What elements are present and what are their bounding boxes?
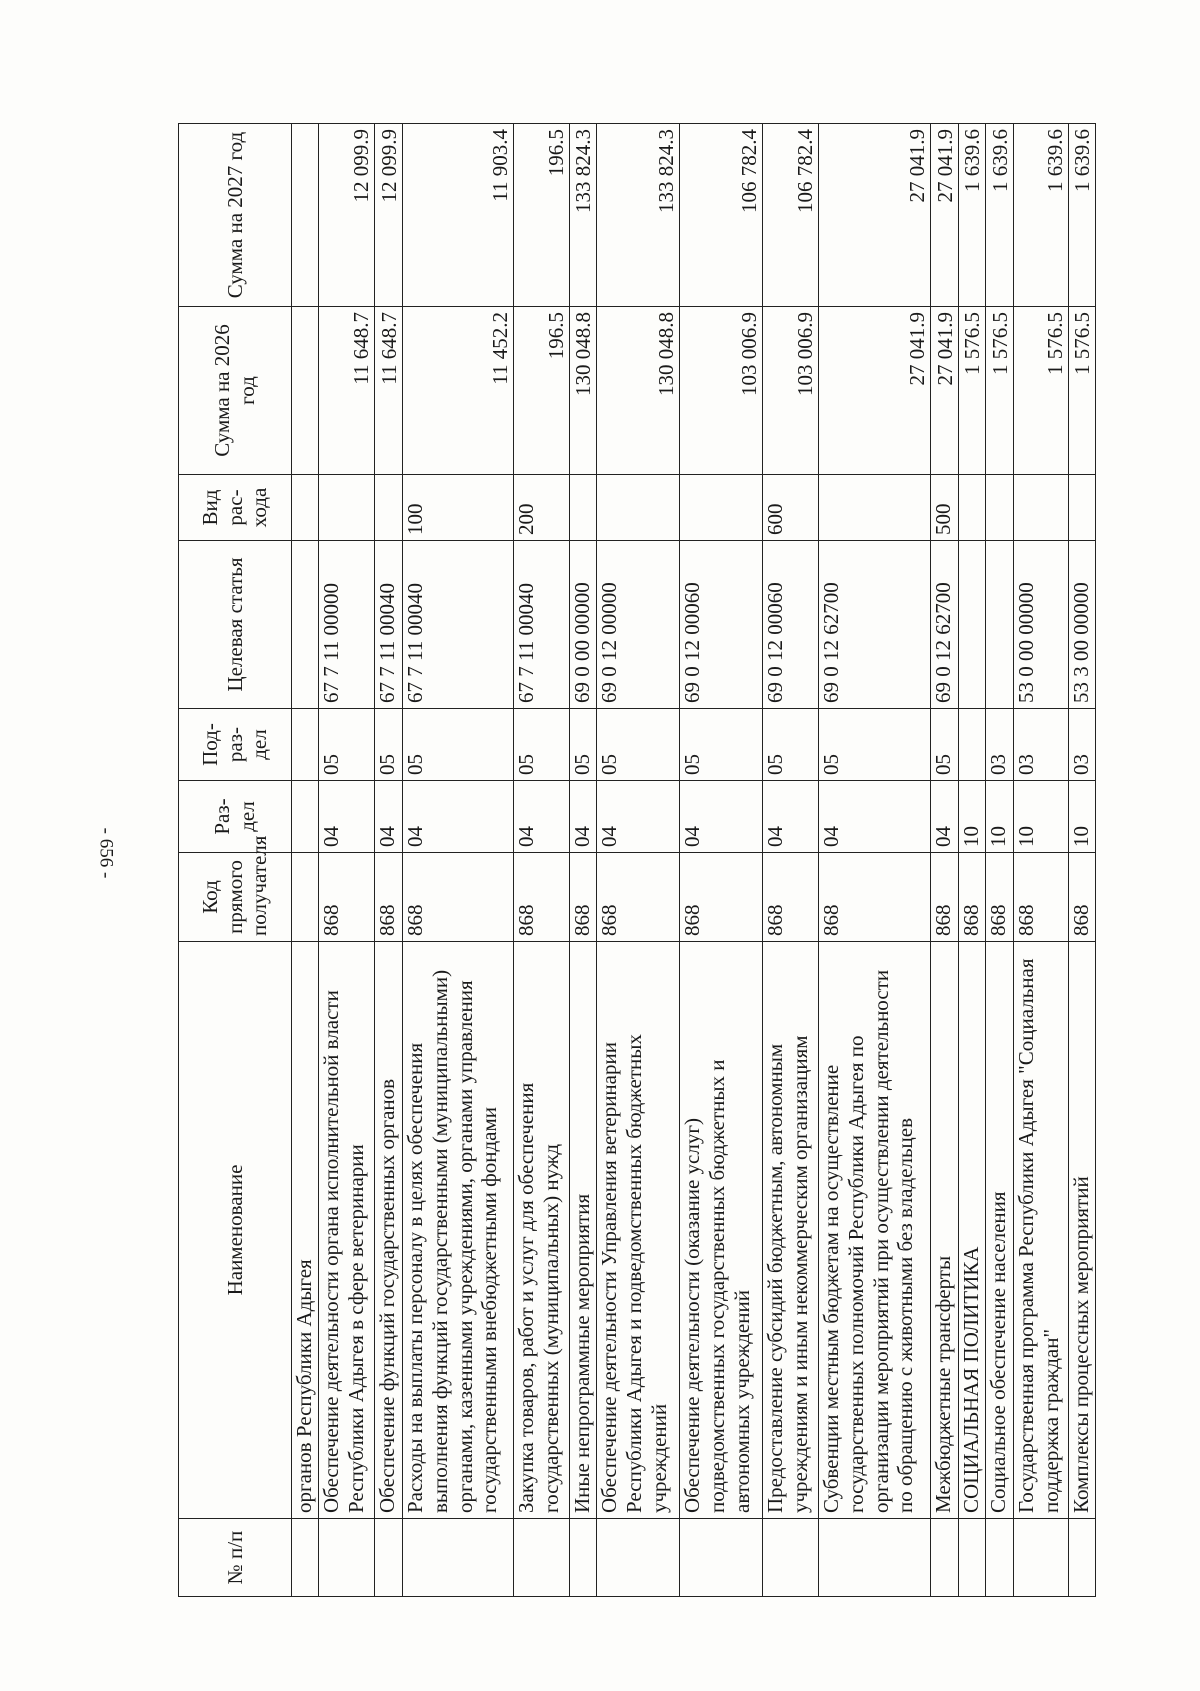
row-expense-type — [1014, 475, 1069, 541]
row-recipient-code: 868 — [763, 853, 819, 942]
row-name: Субвенции местным бюджетам на осуществление государственных полномочий Республики Адыгея по организации мероприятий при осуществлении деятельности по обращению с животными без владельцев — [819, 942, 931, 1519]
row-name: Комплексы процессных мероприятий — [1069, 942, 1096, 1519]
row-num — [597, 1519, 680, 1597]
row-sum-2027: 1 639.6 — [986, 124, 1014, 307]
row-sum-2027: 27 041.9 — [819, 124, 931, 307]
row-section: 04 — [319, 781, 375, 853]
row-target-article — [986, 541, 1014, 709]
row-sum-2027: 133 824.3 — [597, 124, 680, 307]
row-sum-2026: 103 006.9 — [680, 307, 763, 475]
row-sum-2027: 12 099.9 — [319, 124, 375, 307]
header-section: Раз-дел — [179, 781, 292, 853]
row-recipient-code: 868 — [986, 853, 1014, 942]
row-recipient-code: 868 — [597, 853, 680, 942]
row-num — [319, 1519, 375, 1597]
row-num — [1014, 1519, 1069, 1597]
row-recipient-code: 868 — [680, 853, 763, 942]
row-target-article — [959, 541, 986, 709]
row-target-article: 67 7 11 00040 — [514, 541, 570, 709]
table-row — [403, 124, 514, 1597]
row-num — [375, 1519, 403, 1597]
row-sum-2027: 11 903.4 — [403, 124, 514, 307]
budget-table — [178, 123, 1096, 1597]
row-recipient-code: 868 — [959, 853, 986, 942]
row-name: Закупка товаров, работ и услуг для обеспечения государственных (муниципальных) нужд — [514, 942, 570, 1519]
row-subsection: 05 — [319, 709, 375, 781]
header-expense-type: Вид рас-хода — [179, 475, 292, 541]
row-target-article — [292, 541, 319, 709]
row-recipient-code: 868 — [1069, 853, 1096, 942]
row-expense-type — [986, 475, 1014, 541]
row-sum-2027: 106 782.4 — [763, 124, 819, 307]
row-subsection: 05 — [570, 709, 597, 781]
row-recipient-code: 868 — [403, 853, 514, 942]
row-sum-2026 — [292, 307, 319, 475]
row-subsection — [292, 709, 319, 781]
row-sum-2027: 27 041.9 — [931, 124, 959, 307]
header-subsection: Под-раз-дел — [179, 709, 292, 781]
row-name: Обеспечение функций государственных органов — [375, 942, 403, 1519]
row-sum-2026: 1 576.5 — [986, 307, 1014, 475]
page-number: - 656 - — [95, 827, 117, 879]
row-sum-2026: 196.5 — [514, 307, 570, 475]
row-expense-type — [819, 475, 931, 541]
row-sum-2026: 130 048.8 — [570, 307, 597, 475]
row-section: 10 — [1069, 781, 1096, 853]
row-target-article: 67 7 11 00000 — [319, 541, 375, 709]
row-subsection: 03 — [1069, 709, 1096, 781]
row-section: 10 — [986, 781, 1014, 853]
row-num — [763, 1519, 819, 1597]
row-expense-type — [319, 475, 375, 541]
row-subsection: 05 — [514, 709, 570, 781]
row-name: Межбюджетные трансферты — [931, 942, 959, 1519]
row-expense-type — [1069, 475, 1096, 541]
header-sum-2026: Сумма на 2026 год — [179, 307, 292, 475]
row-sum-2026: 11 648.7 — [375, 307, 403, 475]
row-expense-type: 200 — [514, 475, 570, 541]
row-num — [680, 1519, 763, 1597]
row-num — [931, 1519, 959, 1597]
table-row — [986, 124, 1014, 1597]
table-row — [1069, 124, 1096, 1597]
row-expense-type — [570, 475, 597, 541]
row-target-article: 69 0 12 00060 — [680, 541, 763, 709]
row-expense-type — [680, 475, 763, 541]
table-row — [292, 124, 319, 1597]
table-row — [959, 124, 986, 1597]
row-name: Обеспечение деятельности Управления ветеринарии Республики Адыгея и подведомственных бюджетных учреждений — [597, 942, 680, 1519]
row-sum-2027: 1 639.6 — [1014, 124, 1069, 307]
table-row — [570, 124, 597, 1597]
row-recipient-code: 868 — [819, 853, 931, 942]
header-name: Наименование — [179, 942, 292, 1519]
row-target-article: 69 0 12 00000 — [597, 541, 680, 709]
row-recipient-code: 868 — [375, 853, 403, 942]
row-section: 04 — [819, 781, 931, 853]
row-subsection: 03 — [1014, 709, 1069, 781]
row-recipient-code: 868 — [514, 853, 570, 942]
row-name: СОЦИАЛЬНАЯ ПОЛИТИКА — [959, 942, 986, 1519]
row-name: органов Республики Адыгея — [292, 942, 319, 1519]
row-section: 10 — [1014, 781, 1069, 853]
row-section: 04 — [597, 781, 680, 853]
row-name: Расходы на выплаты персоналу в целях обеспечения выполнения функций государственными (муниципальными) органами, казенными учреждениями, органами управления государственными внебюджетными фондами — [403, 942, 514, 1519]
row-target-article: 69 0 00 00000 — [570, 541, 597, 709]
row-section: 04 — [375, 781, 403, 853]
row-section: 04 — [931, 781, 959, 853]
row-sum-2026: 27 041.9 — [819, 307, 931, 475]
row-section — [292, 781, 319, 853]
row-sum-2026: 11 648.7 — [319, 307, 375, 475]
row-subsection: 05 — [680, 709, 763, 781]
row-expense-type — [597, 475, 680, 541]
row-target-article: 69 0 12 62700 — [819, 541, 931, 709]
row-section: 04 — [570, 781, 597, 853]
table-row — [1014, 124, 1069, 1597]
table-row — [931, 124, 959, 1597]
row-section: 04 — [403, 781, 514, 853]
row-num — [959, 1519, 986, 1597]
row-subsection: 05 — [931, 709, 959, 781]
row-sum-2027: 1 639.6 — [1069, 124, 1096, 307]
row-num — [514, 1519, 570, 1597]
row-expense-type: 600 — [763, 475, 819, 541]
row-subsection — [959, 709, 986, 781]
row-sum-2027: 1 639.6 — [959, 124, 986, 307]
row-section: 10 — [959, 781, 986, 853]
row-num — [819, 1519, 931, 1597]
row-sum-2027: 12 099.9 — [375, 124, 403, 307]
row-expense-type — [375, 475, 403, 541]
table-row — [319, 124, 375, 1597]
row-name: Социальное обеспечение населения — [986, 942, 1014, 1519]
row-subsection: 05 — [375, 709, 403, 781]
row-expense-type: 500 — [931, 475, 959, 541]
row-subsection: 05 — [597, 709, 680, 781]
row-subsection: 03 — [986, 709, 1014, 781]
row-name: Государственная программа Республики Адыгея "Социальная поддержка граждан" — [1014, 942, 1069, 1519]
table-row — [819, 124, 931, 1597]
row-num — [570, 1519, 597, 1597]
row-num — [1069, 1519, 1096, 1597]
row-sum-2026: 11 452.2 — [403, 307, 514, 475]
row-subsection: 05 — [403, 709, 514, 781]
row-sum-2026: 1 576.5 — [1014, 307, 1069, 475]
row-num — [986, 1519, 1014, 1597]
row-sum-2027: 196.5 — [514, 124, 570, 307]
row-target-article: 53 0 00 00000 — [1014, 541, 1069, 709]
row-sum-2026: 130 048.8 — [597, 307, 680, 475]
table-row — [597, 124, 680, 1597]
row-section: 04 — [763, 781, 819, 853]
row-subsection: 05 — [763, 709, 819, 781]
row-section: 04 — [680, 781, 763, 853]
row-sum-2026: 1 576.5 — [959, 307, 986, 475]
row-sum-2027: 133 824.3 — [570, 124, 597, 307]
row-recipient-code: 868 — [570, 853, 597, 942]
row-target-article: 67 7 11 00040 — [375, 541, 403, 709]
row-sum-2026: 1 576.5 — [1069, 307, 1096, 475]
row-num — [403, 1519, 514, 1597]
row-target-article: 69 0 12 62700 — [931, 541, 959, 709]
row-expense-type — [292, 475, 319, 541]
row-recipient-code: 868 — [931, 853, 959, 942]
row-recipient-code: 868 — [319, 853, 375, 942]
row-section: 04 — [514, 781, 570, 853]
row-target-article: 69 0 12 00060 — [763, 541, 819, 709]
row-num — [292, 1519, 319, 1597]
row-sum-2027 — [292, 124, 319, 307]
row-name: Иные непрограммные мероприятия — [570, 942, 597, 1519]
row-subsection: 05 — [819, 709, 931, 781]
row-expense-type — [959, 475, 986, 541]
table-row — [514, 124, 570, 1597]
table-row — [680, 124, 763, 1597]
budget-table-sheet — [178, 124, 1117, 1597]
row-name: Обеспечение деятельности (оказание услуг) подведомственных государственных бюджетных и автономных учреждений — [680, 942, 763, 1519]
header-recipient-code: Код прямого получателя — [179, 853, 292, 942]
header-target-article: Целевая статья — [179, 541, 292, 709]
row-recipient-code: 868 — [1014, 853, 1069, 942]
table-row — [375, 124, 403, 1597]
row-sum-2026: 103 006.9 — [763, 307, 819, 475]
row-expense-type: 100 — [403, 475, 514, 541]
row-target-article: 53 3 00 00000 — [1069, 541, 1096, 709]
header-row — [179, 124, 292, 1597]
row-name: Предоставление субсидий бюджетным, автономным учреждениям и иным некоммерческим организациям — [763, 942, 819, 1519]
row-recipient-code — [292, 853, 319, 942]
row-target-article: 67 7 11 00040 — [403, 541, 514, 709]
row-sum-2026: 27 041.9 — [931, 307, 959, 475]
row-name: Обеспечение деятельности органа исполнительной власти Республики Адыгея в сфере ветеринарии — [319, 942, 375, 1519]
header-num: № п/п — [179, 1519, 292, 1597]
header-sum-2027: Сумма на 2027 год — [179, 124, 292, 307]
row-sum-2027: 106 782.4 — [680, 124, 763, 307]
table-row — [763, 124, 819, 1597]
